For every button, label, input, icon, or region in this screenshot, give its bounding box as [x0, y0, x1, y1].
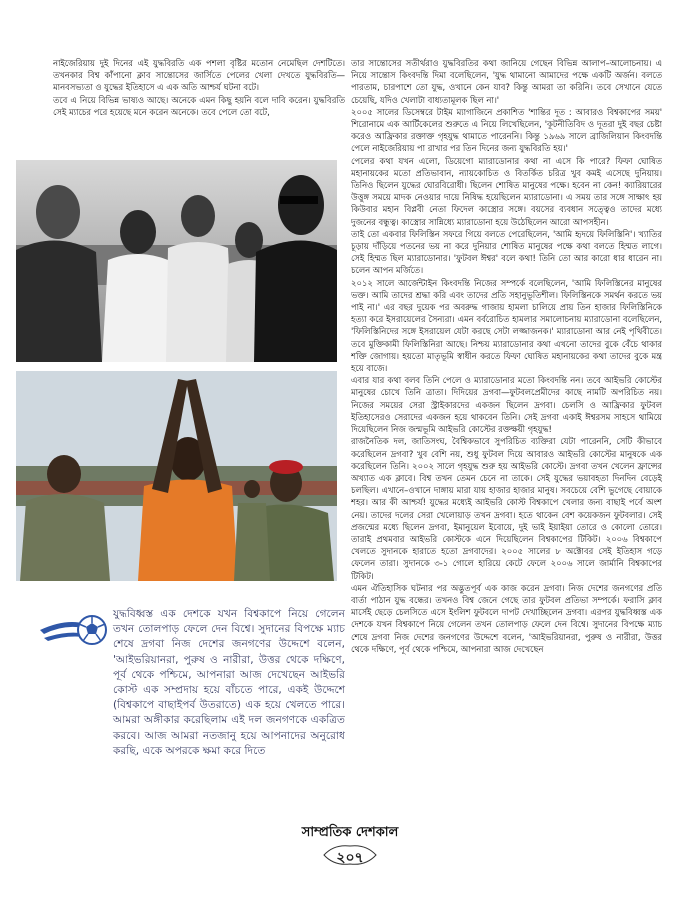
football-icon — [38, 610, 108, 650]
paragraph: ২০১২ সালে আর্জেন্টাইন কিংবদন্তি নিজের সম্পর্কে বলেছিলেন, 'আমি ফিলিস্তিনের মানুষের ভক্ত। আমি তাদের শ্রদ্ধা করি এবং তাদের প্রতি সহানুভূতিশীল। ফিলিস্তিনকে সমর্থন করতে ভয় পাই না।' এর বছর দুয়েক পর অবরুদ্ধ গাজায় হামলা চালিয়ে প্রায় তিন হাজার ফিলিস্তিনিকে হত্যা করে ইসরায়েলের সৈন্যরা। এমন বর্বরোচিত হামলার সমালোচনায় ম্যারাডোনা বলেছিলেন, 'ফিলিস্তিনিদের সঙ্গে ইসরায়েল যেটা করছে সেটা লজ্জাজনক।' ম্যারাডোনা আর নেই পৃথিবীতে। তবে মুক্তিকামী ফিলিস্তিনিরা আছে। নিশ্চয় ম্যারাডোনার কথা এখনো তাদের বুকে বেঁচে থাকার শক্তি জোগায়। হয়তো মাতৃভূমি স্বাধীন করতে ফিফা ঘোষিত মহানায়কের কথা তাদের বুকে মন্ত্র হয়ে বাজে। — [351, 277, 662, 374]
paragraph: এমন ঐতিহাসিক ঘটনার পর অদ্ভুতপূর্ব এক কাজ করেন দ্রগবা। নিজ দেশের জনগণের প্রতি বার্তা পাঠান যুদ্ধ বন্ধের। তখনও বিশ্ব জেনে গেছে তার ফুটবল প্রতিভা সম্পর্কে। ফরাসি ক্লাব মার্সেই ছেড়ে চেলসিতে এসে ইংলিশ ফুটবলে দাপট দেখাচ্ছিলেন দ্রগবা। এরপর যুদ্ধবিধ্বস্ত এক দেশকে যখন বিশ্বকাপে নিয়ে গেলেন তখন তোলপাড় ফেলে দেন বিশ্বে। সুদানের বিপক্ষে ম্যাচ শেষে দ্রগবা নিজ দেশের জনগণের উদ্দেশে বলেন, 'আইভরিয়ানরা, পুরুষ ও নারীরা, উত্তর থেকে দক্ষিণে, পূর্ব থেকে পশ্চিমে, আপনারা আজ দেখেছেন — [351, 582, 662, 654]
paragraph: তাই তো একবার ফিলিস্তিন সফরে গিয়ে বলতে পেরেছিলেন, 'আমি হৃদয়ে ফিলিস্তিনি'। খ্যাতির চূড়ায় দাঁড়িয়ে পতনের ভয় না করে দুনিয়ার শোষিত মানুষের পক্ষে কথা বলতে হিম্মত লাগে। সেই হিম্মত ছিল ম্যারাডোনার। 'ফুটবল ঈশ্বর' বলে কথা! তিনি তো আর কারো ধার ধারেন না। চলেন আপন মর্জিতে। — [351, 228, 662, 276]
paragraph: তবে এ নিয়ে বিভিন্ন ভাষ্যও আছে। অনেকে এমন কিছু হয়নি বলে দাবি করেন। যুদ্ধবিরতি সেই ম্যাচের পরে হয়েছে মনে করেন অনেকে। তবে পেলে তো বটে, — [53, 94, 345, 117]
paragraph: পেলের কথা যখন এলো, ডিয়েগো ম্যারাডোনার কথা না এসে কি পারে? ফিফা ঘোষিত মহানায়কের মতো প্রতিভাবান, ন্যায়কোচিত ও বিতর্কিত চরিত্র খুব কমই এসেছে দুনিয়ায়। তিনিও ছিলেন যুদ্ধের ঘোরবিরোধী। ছিলেন শোষিত মানুষের পক্ষে। হবেন না কেন! ক্যারিয়ারের উত্তুঙ্গ সময়ে মাদক নেওয়ার দায়ে নিষিদ্ধ হয়েছিলেন ম্যারাডোনা। এ সময় তার সঙ্গে সাক্ষাৎ হয় কিউবার মহান বিপ্লবী নেতা ফিদেল কাস্ত্রোর সঙ্গে। বয়সের ব্যবধান সত্ত্বেও তাদের মধ্যে দুজনের বন্ধুত্ব। কাস্ত্রোর সান্নিধ্যে ম্যারাডোনা হয়ে উঠেছিলেন আরো আপসহীন। — [351, 155, 662, 227]
paragraph: নাইজেরিয়ায় দুই দিনের এই যুদ্ধবিরতি এক পশলা বৃষ্টির মতোন নেমেছিল দেশটিতে। তখনকার বিশ্ব কাঁপানো ক্লাব সান্তোসের জার্সিতে পেলের খেলা দেখতে যুদ্ধবিরতি—মানবসভ্যতা ও যুদ্ধের ইতিহাসে এ এক অতি আশ্চর্য ঘটনা বটে। — [53, 58, 345, 93]
page-number-text: ২০৭ — [336, 850, 364, 866]
page-number — [320, 842, 380, 868]
paragraph: রাজনৈতিক দল, জাতিসংঘ, বৈশ্বিকভাবে সুপরিচিত ব্যক্তিরা যেটা পারেননি, সেটি কীভাবে করেছিলেন দ্রগবা? খুব বেশি নয়, শুধু ফুটবল দিয়ে আবারও আইভরি কোস্টের মানুষকে এক করেছিলেন তিনি। ২০০২ সালে গৃহযুদ্ধ শুরু হয় আইভরি কোস্টে। দ্রগবা তখন খেলেন ফ্রান্সের অখ্যাত এক ক্লাবে। বিশ্ব তখন তেমন চেনে না তাকে। সেই যুদ্ধের ভয়াবহতা দিনদিন বেড়েই চলছিল। এখানে–ওখানে দাঙ্গায় মারা যায় হাজার হাজার মানুষ। সবচেয়ে বেশি ভুগেছে বোয়াকে শহর। আর কী আশ্চর্য! যুদ্ধের মধ্যেই আইভরি কোস্ট বিশ্বকাপে খেলার জন্য বাছাই পর্বে অংশ নেয়। তাদের দলের সেরা খেলোয়াড় তখন দ্রগবা। হতে থাকেন বেশ কয়েকজন ফুটবলার। সেই প্রজন্মের মধ্যে ছিলেন দ্রগবা, ইমানুয়েল ইবোয়ে, দুই ভাই ইয়াইয়া তোরে ও কোলো তোরে। তারাই প্রথমবার আইভরি কোস্টকে এনে দিয়েছিলেন বিশ্বকাপের টিকিট। ২০০৬ বিশ্বকাপে খেলতে সুদানকে হারাতে হতো দ্রগবাদের। ২০০৫ সালের ৮ অক্টোবর সেই ইতিহাস গড়ে ফেলেন তারা। সুদানকে ৩-১ গোলে হারিয়ে কেটে ফেলে ২০০৬ সালে জার্মানি বিশ্বকাপের টিকিট। — [351, 436, 662, 581]
drogba-color-photo — [16, 371, 337, 581]
paragraph: ২০০৫ সালের ডিসেম্বরে টাইম ম্যাগাজিনে প্রকাশিত 'শান্তির দূত : আবারও বিশ্বকাপের সময়' শিরোনামে এক আর্টিকেলের শুরুতে এ নিয়ে লিখেছিলেন, 'কূটনীতিবিদ ও দূতরা দুই বছর চেষ্টা করেও আফ্রিকার রক্তাক্ত গৃহযুদ্ধ থামাতে পারেননি। কিন্তু ১৯৬৯ সালে ব্রাজিলিয়ান কিংবদন্তি পেলে নাইজেরিয়ায় পা রাখার পর তিন দিনের জন্য যুদ্ধবিরতি হয়।' — [351, 106, 662, 154]
bw-group-photo-image — [16, 160, 337, 362]
historic-bw-photo — [16, 160, 337, 362]
magazine-title: সাম্প্রতিক দেশকাল — [301, 825, 399, 840]
paragraph: এবার যার কথা বলব তিনি পেলে ও ম্যারাডোনার মতো কিংবদন্তি নন। তবে আইভরি কোস্টের মানুষের চোখে তিনি ত্রাতা। দিদিয়ের দ্রগবা—ফুটবলপ্রেমীদের কাছে নামটি অপরিচিত নয়। নিজের সময়ের সেরা স্ট্রাইকারদের একজন ছিলেন দ্রগবা। চেলসি ও আফ্রিকার ফুটবল ইতিহাসেরও সেরাদের একজন হয়ে থাকবেন তিনি। সেই দ্রগবা একাই ঈশ্বরসম সাহসে থামিয়ে দিয়েছিলেন নিজ জন্মভূমি আইভরি কোস্টের রক্তক্ষয়ী গৃহযুদ্ধ! — [351, 375, 662, 435]
pull-quote: যুদ্ধবিধ্বস্ত এক দেশকে যখন বিশ্বকাপে নিয়ে গেলেন তখন তোলপাড় ফেলে দেন বিশ্বে। সুদানের বিপক্ষে ম্যাচ শেষে দ্রগবা নিজ দেশের জনগণের উদ্দেশে বলেন, 'আইভরিয়ানরা, পুরুষ ও নারীরা, উত্তর থেকে দক্ষিণে, পূর্ব থেকে পশ্চিমে, আপনারা আজ দেখেছেন আইভরি কোস্ট এক সম্প্রদায় হয়ে বাঁচতে পারে, একই উদ্দেশে (বিশ্বকাপে বাছাইপর্ব উতরাতে) এক হয়ে খেলতে পারে। আমরা অঙ্গীকার করেছিলাম এই দল জনগণকে একত্রিত করবে। আজ আমরা নতজানু হয়ে আপনাদের অনুরোধ করছি, একে অপরকে ক্ষমা করে দিতে — [113, 608, 345, 757]
right-column-article-text — [351, 57, 662, 770]
player-celebration-photo-image — [16, 371, 337, 581]
paragraph: তার সান্তোসের সতীর্থরাও যুদ্ধবিরতির কথা জানিয়ে গেছেন বিভিন্ন আলাপ–আলোচনায়। এ নিয়ে সান্তোস কিংবদন্তি দিমা বলেছিলেন, 'যুদ্ধ থামানো আমাদের পক্ষে একটি অর্জন। বলতে পারতাম, চারপাশে তো যুদ্ধ, ওখানে কেন যাব? কিন্তু আমরা তা করিনি। তবে সেখানে যেতে চেয়েছি, যদিও খেলাটা বাধ্যতামূলক ছিল না।' — [351, 58, 662, 105]
left-column-intro-text — [53, 57, 345, 137]
